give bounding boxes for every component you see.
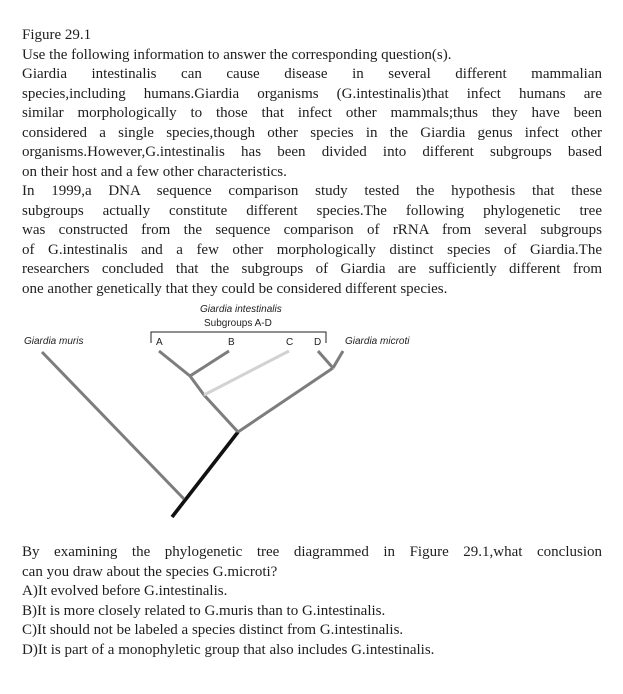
- intro-line: In 1999,a DNA sequence comparison study tested the hypothesis that these: [22, 183, 602, 199]
- branch-g-muris: [42, 352, 184, 499]
- intro-line: on their host and a few other characteristics.: [22, 163, 287, 180]
- taxon-left-label: Giardia muris: [24, 336, 84, 347]
- intro-line: one another genetically that they could be considered different species.: [22, 280, 448, 297]
- intro-line: Giardia intestinalis can cause disease in several different mammalian: [22, 66, 602, 82]
- intro-line: of G.intestinalis and a few other morphologically distinct species of Giardia.The: [22, 241, 602, 258]
- leaf-label-a: A: [156, 337, 163, 348]
- leaf-label-c: C: [286, 337, 294, 348]
- option-d: D)It is part of a monophyletic group that also includes G.intestinalis.: [22, 641, 435, 658]
- leaf-label-b: B: [228, 337, 235, 348]
- taxon-right-label: Giardia microti: [345, 336, 410, 347]
- subgroup-label: Subgroups A-D: [204, 318, 272, 329]
- intro-line: was constructed from the sequence comparison of rRNA from several subgroups: [22, 222, 602, 238]
- branch-microti-clade: [238, 368, 333, 432]
- intro-line: researchers concluded that the subgroups of Giardia are sufficiently different from: [22, 261, 602, 277]
- branch-d: [318, 351, 333, 368]
- subgroup-bracket: [151, 332, 326, 343]
- question-line: By examining the phylogenetic tree diagrammed in Figure 29.1,what conclusion: [22, 544, 602, 560]
- question-text: [22, 543, 602, 660]
- question-line: can you draw about the species G.microti?: [22, 563, 278, 580]
- intro-line: considered a single species,though other species in the Giardia genus infect other: [22, 124, 602, 141]
- branch-internal-1: [204, 395, 238, 432]
- intro-line: organisms.However,G.intestinalis has been divided into different subgroups based: [22, 144, 602, 160]
- intro-line: species,including humans.Giardia organisms (G.intestinalis)that infect humans are: [22, 85, 602, 102]
- figure-title: Figure 29.1: [22, 27, 92, 43]
- intro-line: similar morphologically to those that infect other mammals;thus they have been: [22, 105, 602, 121]
- intro-line: subgroups actually constitute different species.The following phylogenetic tree: [22, 202, 602, 219]
- branch-internal-2: [190, 376, 204, 395]
- option-c: C)It should not be labeled a species distinct from G.intestinalis.: [22, 622, 404, 638]
- option-a: A)It evolved before G.intestinalis.: [22, 583, 228, 599]
- branch-g-microti: [333, 351, 343, 368]
- leaf-label-d: D: [314, 337, 322, 348]
- branch-b: [190, 351, 229, 376]
- intro-line: Use the following information to answer the corresponding question(s).: [22, 46, 452, 63]
- group-label: Giardia intestinalis: [200, 304, 282, 315]
- branch-a: [159, 351, 190, 376]
- branch-root: [172, 432, 238, 517]
- option-b: B)It is more closely related to G.muris than to G.intestinalis.: [22, 602, 386, 619]
